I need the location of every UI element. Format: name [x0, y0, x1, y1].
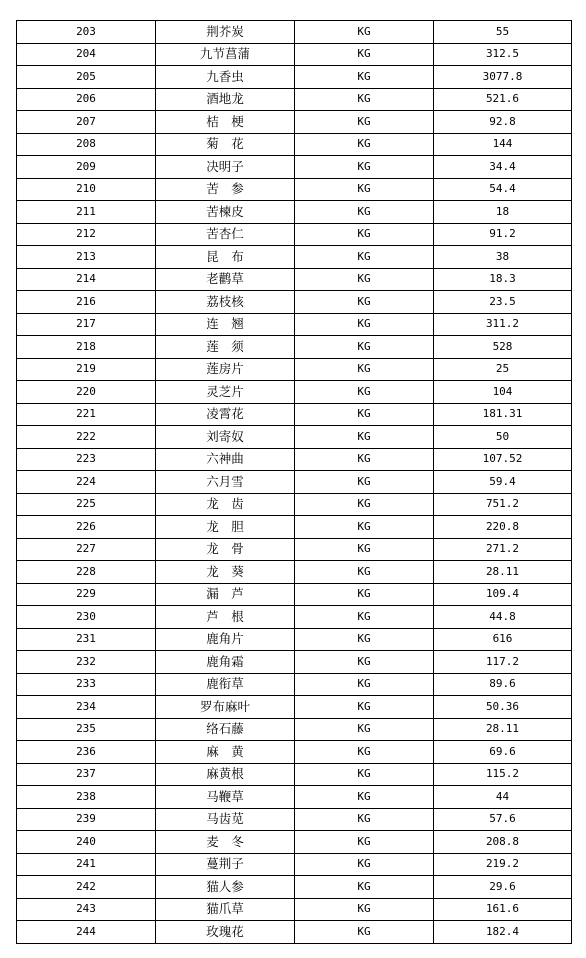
row-number-cell: 232: [17, 651, 156, 674]
item-name-cell: 罗布麻叶: [156, 696, 295, 719]
quantity-cell: 521.6: [434, 88, 572, 111]
table-row: [17, 628, 572, 651]
item-name-cell: 麻 黄: [156, 741, 295, 764]
row-number-cell: 235: [17, 718, 156, 741]
unit-cell: KG: [295, 876, 434, 899]
unit-cell: KG: [295, 43, 434, 66]
row-number-cell: 206: [17, 88, 156, 111]
item-name-cell: 老鹳草: [156, 268, 295, 291]
row-number-cell: 208: [17, 133, 156, 156]
item-name-cell: 龙 胆: [156, 516, 295, 539]
quantity-cell: 616: [434, 628, 572, 651]
item-name-cell: 连 翘: [156, 313, 295, 336]
item-name-cell: 九香虫: [156, 66, 295, 89]
row-number-cell: 222: [17, 426, 156, 449]
table-row: [17, 313, 572, 336]
row-number-cell: 244: [17, 921, 156, 944]
unit-cell: KG: [295, 156, 434, 179]
table-row: [17, 88, 572, 111]
item-name-cell: 莲房片: [156, 358, 295, 381]
unit-cell: KG: [295, 426, 434, 449]
row-number-cell: 237: [17, 763, 156, 786]
table-row: [17, 133, 572, 156]
quantity-cell: 220.8: [434, 516, 572, 539]
table-row: [17, 471, 572, 494]
unit-cell: KG: [295, 178, 434, 201]
quantity-cell: 161.6: [434, 898, 572, 921]
row-number-cell: 224: [17, 471, 156, 494]
unit-cell: KG: [295, 88, 434, 111]
quantity-cell: 25: [434, 358, 572, 381]
item-name-cell: 菊 花: [156, 133, 295, 156]
table-row: [17, 561, 572, 584]
item-name-cell: 荔枝核: [156, 291, 295, 314]
table-row: [17, 403, 572, 426]
item-name-cell: 猫人参: [156, 876, 295, 899]
unit-cell: KG: [295, 808, 434, 831]
quantity-cell: 92.8: [434, 111, 572, 134]
item-name-cell: 鹿衔草: [156, 673, 295, 696]
quantity-cell: 50.36: [434, 696, 572, 719]
quantity-cell: 117.2: [434, 651, 572, 674]
quantity-cell: 50: [434, 426, 572, 449]
table-row: [17, 853, 572, 876]
unit-cell: KG: [295, 493, 434, 516]
table-row: [17, 741, 572, 764]
item-name-cell: 刘寄奴: [156, 426, 295, 449]
quantity-cell: 34.4: [434, 156, 572, 179]
item-name-cell: 龙 骨: [156, 538, 295, 561]
unit-cell: KG: [295, 201, 434, 224]
table-row: [17, 448, 572, 471]
quantity-cell: 181.31: [434, 403, 572, 426]
unit-cell: KG: [295, 561, 434, 584]
quantity-cell: 59.4: [434, 471, 572, 494]
row-number-cell: 233: [17, 673, 156, 696]
row-number-cell: 219: [17, 358, 156, 381]
unit-cell: KG: [295, 336, 434, 359]
quantity-cell: 44: [434, 786, 572, 809]
quantity-cell: 182.4: [434, 921, 572, 944]
table-row: [17, 268, 572, 291]
row-number-cell: 226: [17, 516, 156, 539]
unit-cell: KG: [295, 831, 434, 854]
table-row: [17, 763, 572, 786]
unit-cell: KG: [295, 651, 434, 674]
table-row: [17, 583, 572, 606]
quantity-cell: 28.11: [434, 718, 572, 741]
item-name-cell: 蔓荆子: [156, 853, 295, 876]
quantity-cell: 107.52: [434, 448, 572, 471]
quantity-cell: 104: [434, 381, 572, 404]
row-number-cell: 225: [17, 493, 156, 516]
table-row: [17, 538, 572, 561]
unit-cell: KG: [295, 471, 434, 494]
row-number-cell: 223: [17, 448, 156, 471]
quantity-cell: 528: [434, 336, 572, 359]
unit-cell: KG: [295, 763, 434, 786]
unit-cell: KG: [295, 516, 434, 539]
row-number-cell: 216: [17, 291, 156, 314]
table-row: [17, 381, 572, 404]
item-name-cell: 芦 根: [156, 606, 295, 629]
row-number-cell: 227: [17, 538, 156, 561]
quantity-cell: 54.4: [434, 178, 572, 201]
table-row: [17, 696, 572, 719]
quantity-cell: 91.2: [434, 223, 572, 246]
quantity-cell: 44.8: [434, 606, 572, 629]
quantity-cell: 28.11: [434, 561, 572, 584]
unit-cell: KG: [295, 133, 434, 156]
inventory-table: [16, 20, 572, 944]
item-name-cell: 苦楝皮: [156, 201, 295, 224]
row-number-cell: 214: [17, 268, 156, 291]
table-row: [17, 516, 572, 539]
unit-cell: KG: [295, 786, 434, 809]
table-row: [17, 921, 572, 944]
item-name-cell: 漏 芦: [156, 583, 295, 606]
table-row: [17, 336, 572, 359]
row-number-cell: 213: [17, 246, 156, 269]
quantity-cell: 109.4: [434, 583, 572, 606]
item-name-cell: 猫爪草: [156, 898, 295, 921]
item-name-cell: 酒地龙: [156, 88, 295, 111]
table-row: [17, 426, 572, 449]
unit-cell: KG: [295, 268, 434, 291]
item-name-cell: 莲 须: [156, 336, 295, 359]
row-number-cell: 241: [17, 853, 156, 876]
table-row: [17, 493, 572, 516]
quantity-cell: 208.8: [434, 831, 572, 854]
quantity-cell: 23.5: [434, 291, 572, 314]
unit-cell: KG: [295, 673, 434, 696]
quantity-cell: 55: [434, 21, 572, 44]
quantity-cell: 115.2: [434, 763, 572, 786]
table-row: [17, 178, 572, 201]
unit-cell: KG: [295, 313, 434, 336]
item-name-cell: 凌霄花: [156, 403, 295, 426]
item-name-cell: 麻黄根: [156, 763, 295, 786]
quantity-cell: 18: [434, 201, 572, 224]
quantity-cell: 311.2: [434, 313, 572, 336]
table-row: [17, 156, 572, 179]
unit-cell: KG: [295, 718, 434, 741]
unit-cell: KG: [295, 403, 434, 426]
quantity-cell: 57.6: [434, 808, 572, 831]
item-name-cell: 灵芝片: [156, 381, 295, 404]
item-name-cell: 荆芥炭: [156, 21, 295, 44]
row-number-cell: 203: [17, 21, 156, 44]
quantity-cell: 29.6: [434, 876, 572, 899]
row-number-cell: 210: [17, 178, 156, 201]
row-number-cell: 240: [17, 831, 156, 854]
item-name-cell: 龙 齿: [156, 493, 295, 516]
item-name-cell: 龙 葵: [156, 561, 295, 584]
row-number-cell: 229: [17, 583, 156, 606]
unit-cell: KG: [295, 606, 434, 629]
item-name-cell: 络石藤: [156, 718, 295, 741]
unit-cell: KG: [295, 246, 434, 269]
row-number-cell: 205: [17, 66, 156, 89]
table-row: [17, 111, 572, 134]
quantity-cell: 219.2: [434, 853, 572, 876]
quantity-cell: 312.5: [434, 43, 572, 66]
quantity-cell: 38: [434, 246, 572, 269]
table-row: [17, 808, 572, 831]
row-number-cell: 207: [17, 111, 156, 134]
item-name-cell: 麦 冬: [156, 831, 295, 854]
row-number-cell: 204: [17, 43, 156, 66]
row-number-cell: 211: [17, 201, 156, 224]
table-row: [17, 291, 572, 314]
table-row: [17, 606, 572, 629]
unit-cell: KG: [295, 381, 434, 404]
table-row: [17, 831, 572, 854]
row-number-cell: 221: [17, 403, 156, 426]
quantity-cell: 144: [434, 133, 572, 156]
row-number-cell: 230: [17, 606, 156, 629]
table-row: [17, 673, 572, 696]
table-row: [17, 876, 572, 899]
table-row: [17, 43, 572, 66]
item-name-cell: 六神曲: [156, 448, 295, 471]
row-number-cell: 212: [17, 223, 156, 246]
row-number-cell: 220: [17, 381, 156, 404]
quantity-cell: 751.2: [434, 493, 572, 516]
table-row: [17, 21, 572, 44]
item-name-cell: 决明子: [156, 156, 295, 179]
unit-cell: KG: [295, 583, 434, 606]
row-number-cell: 217: [17, 313, 156, 336]
item-name-cell: 桔 梗: [156, 111, 295, 134]
unit-cell: KG: [295, 448, 434, 471]
table-body: [17, 21, 572, 944]
unit-cell: KG: [295, 898, 434, 921]
row-number-cell: 236: [17, 741, 156, 764]
unit-cell: KG: [295, 853, 434, 876]
unit-cell: KG: [295, 358, 434, 381]
item-name-cell: 玫瑰花: [156, 921, 295, 944]
item-name-cell: 鹿角霜: [156, 651, 295, 674]
item-name-cell: 昆 布: [156, 246, 295, 269]
item-name-cell: 九节菖蒲: [156, 43, 295, 66]
unit-cell: KG: [295, 66, 434, 89]
unit-cell: KG: [295, 538, 434, 561]
unit-cell: KG: [295, 741, 434, 764]
quantity-cell: 89.6: [434, 673, 572, 696]
item-name-cell: 马齿苋: [156, 808, 295, 831]
unit-cell: KG: [295, 628, 434, 651]
item-name-cell: 鹿角片: [156, 628, 295, 651]
table-row: [17, 201, 572, 224]
table-row: [17, 718, 572, 741]
quantity-cell: 271.2: [434, 538, 572, 561]
quantity-cell: 3077.8: [434, 66, 572, 89]
item-name-cell: 六月雪: [156, 471, 295, 494]
unit-cell: KG: [295, 223, 434, 246]
row-number-cell: 234: [17, 696, 156, 719]
unit-cell: KG: [295, 21, 434, 44]
table-row: [17, 786, 572, 809]
row-number-cell: 238: [17, 786, 156, 809]
row-number-cell: 228: [17, 561, 156, 584]
table-row: [17, 223, 572, 246]
row-number-cell: 218: [17, 336, 156, 359]
row-number-cell: 231: [17, 628, 156, 651]
item-name-cell: 马鞭草: [156, 786, 295, 809]
table-row: [17, 898, 572, 921]
unit-cell: KG: [295, 111, 434, 134]
row-number-cell: 209: [17, 156, 156, 179]
item-name-cell: 苦杏仁: [156, 223, 295, 246]
row-number-cell: 242: [17, 876, 156, 899]
row-number-cell: 239: [17, 808, 156, 831]
table-row: [17, 358, 572, 381]
unit-cell: KG: [295, 696, 434, 719]
table-row: [17, 246, 572, 269]
quantity-cell: 69.6: [434, 741, 572, 764]
quantity-cell: 18.3: [434, 268, 572, 291]
unit-cell: KG: [295, 291, 434, 314]
row-number-cell: 243: [17, 898, 156, 921]
item-name-cell: 苦 参: [156, 178, 295, 201]
table-row: [17, 66, 572, 89]
table-row: [17, 651, 572, 674]
unit-cell: KG: [295, 921, 434, 944]
